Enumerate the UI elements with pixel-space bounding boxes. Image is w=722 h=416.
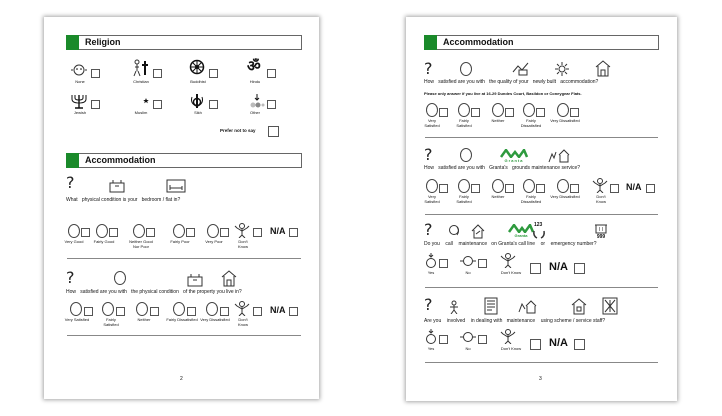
religion-none-checkbox[interactable] — [91, 69, 100, 78]
granta-logo-text: Granta — [504, 158, 524, 163]
na-checkbox[interactable] — [574, 339, 585, 350]
very-dissatisfied-checkbox[interactable] — [570, 184, 579, 193]
heading-marker — [66, 35, 79, 50]
no-label: No — [465, 270, 471, 275]
yes-checkbox[interactable] — [439, 259, 448, 268]
om-icon: ॐ — [247, 57, 261, 75]
dont-know-shrug-icon — [234, 222, 250, 238]
question-mark-icon: ? — [424, 295, 433, 314]
question-mark-icon: ? — [424, 59, 433, 78]
dont-know-shrug-icon — [500, 328, 516, 344]
religion-hindu-checkbox[interactable] — [267, 69, 276, 78]
involved-person-icon — [447, 300, 461, 314]
religion-heading: Religion — [67, 35, 302, 50]
no-icon — [460, 255, 476, 267]
very-dissatisfied-checkbox[interactable] — [220, 307, 229, 316]
maintenance-q3-text: Do you call maintenance on Granta's call line or emergency number? — [424, 241, 597, 247]
fairly-dissatisfied-checkbox[interactable] — [536, 184, 545, 193]
neither-label: Neither — [491, 118, 505, 123]
call-line-icon — [532, 222, 546, 240]
na-label: N/A — [549, 261, 568, 273]
religion-muslim-checkbox[interactable] — [153, 100, 162, 109]
question-mark-icon: ? — [424, 220, 433, 239]
neither-label: Neither — [137, 317, 151, 322]
section-divider — [425, 137, 658, 138]
neither-face-icon — [136, 302, 148, 316]
fairly-dissatisfied-face-icon — [523, 179, 535, 193]
satisfied-face-icon — [114, 271, 126, 285]
religion-christian-label: Christian — [133, 79, 149, 84]
very-satisfied-checkbox[interactable] — [439, 108, 448, 117]
accommodation-heading: Accommodation — [425, 35, 659, 50]
very-satisfied-face-icon — [426, 179, 438, 193]
very-dissatisfied-face-icon — [557, 103, 569, 117]
religion-buddhist-label: Buddhist — [190, 79, 206, 84]
call-line-number: 123 — [534, 222, 543, 228]
emergency-phone-icon — [592, 222, 610, 240]
fairly-dissatisfied-label: Fairly Dissatisfied — [520, 118, 542, 128]
very-dissatisfied-label: Very Dissatisfied — [550, 118, 580, 123]
fairly-dissatisfied-label: Fairly Dissatisfied — [520, 194, 542, 204]
scheme-building-icon — [570, 297, 588, 315]
page-3 — [406, 17, 677, 401]
section-divider — [425, 362, 658, 363]
service-staff-icon — [602, 297, 618, 315]
yes-checkbox[interactable] — [439, 335, 448, 344]
granta-logo-mark — [499, 149, 529, 158]
very-satisfied-label: Very Satisfied — [424, 194, 440, 204]
granta-logo — [499, 149, 529, 163]
prefer-not-to-say-label: Prefer not to say — [220, 128, 256, 133]
very-satisfied-face-icon — [426, 103, 438, 117]
section-divider — [67, 335, 301, 336]
very-dissatisfied-checkbox[interactable] — [570, 108, 579, 117]
satisfied-face-icon — [460, 148, 472, 162]
satisfied-face-icon — [460, 62, 472, 76]
neither-checkbox[interactable] — [150, 307, 159, 316]
religion-other-label: Other — [249, 110, 260, 115]
very-satisfied-checkbox[interactable] — [439, 184, 448, 193]
accommodation-q2-text: How satisfied are you with Granta's grounds maintenance service? — [424, 165, 581, 171]
neither-face-icon — [133, 224, 145, 238]
new-sparkle-icon — [554, 61, 570, 77]
prefer-not-to-say-checkbox[interactable] — [268, 126, 279, 137]
no-icon — [460, 331, 476, 343]
bedroom-icon — [166, 179, 186, 193]
accommodation-heading: Accommodation — [67, 153, 302, 168]
very-poor-face-icon — [207, 224, 219, 238]
question-mark-icon: ? — [66, 268, 75, 287]
fairly-good-label: Fairly Good — [93, 239, 115, 244]
dharma-wheel-icon — [189, 59, 205, 75]
granta-logo — [507, 224, 535, 238]
section-divider — [425, 214, 658, 215]
very-good-face-icon — [68, 224, 80, 238]
section-divider — [425, 287, 658, 288]
very-good-checkbox[interactable] — [81, 228, 90, 237]
religion-hindu-label: Hindu — [249, 79, 261, 84]
dont-know-checkbox[interactable] — [253, 307, 262, 316]
dont-know-shrug-icon — [234, 300, 250, 316]
religion-other-checkbox[interactable] — [267, 100, 276, 109]
fairly-satisfied-face-icon — [458, 179, 470, 193]
accommodation-q2-text: How satisfied are you with the physical condition of the property you live in? — [66, 289, 242, 295]
other-dots-icon — [249, 93, 265, 109]
house-icon — [594, 59, 612, 77]
khanda-icon — [189, 93, 205, 109]
page-number: 3 — [539, 376, 542, 382]
na-label: N/A — [270, 305, 286, 315]
fairly-satisfied-checkbox[interactable] — [471, 108, 480, 117]
quality-icon — [511, 62, 531, 76]
religion-jewish-checkbox[interactable] — [91, 100, 100, 109]
very-satisfied-face-icon — [70, 302, 82, 316]
no-checkbox[interactable] — [478, 335, 487, 344]
granta-logo-mark — [507, 224, 535, 233]
dont-know-checkbox[interactable] — [610, 184, 619, 193]
dont-know-label: Don't Know — [595, 194, 606, 204]
building-condition-icon — [185, 273, 205, 287]
religion-muslim-label: Muslim — [134, 110, 148, 115]
grounds-maintenance-icon — [548, 148, 570, 163]
religion-christian-checkbox[interactable] — [153, 69, 162, 78]
menorah-icon — [70, 94, 88, 109]
religion-buddhist-checkbox[interactable] — [209, 69, 218, 78]
dont-know-checkbox[interactable] — [253, 228, 262, 237]
telephone-icon — [594, 222, 608, 234]
fairly-good-checkbox[interactable] — [109, 228, 118, 237]
fairly-good-face-icon — [96, 224, 108, 238]
no-label: No — [465, 346, 471, 351]
very-satisfied-label: Very Satisfied — [424, 118, 440, 128]
dont-know-checkbox[interactable] — [530, 339, 541, 350]
handset-icon — [532, 229, 546, 239]
fairly-dissatisfied-label: Fairly Dissatisfied — [166, 317, 198, 322]
fairly-dissatisfied-face-icon — [173, 302, 185, 316]
dont-know-shrug-icon — [500, 252, 516, 268]
na-checkbox[interactable] — [289, 228, 298, 237]
maintenance-house-icon — [518, 298, 538, 314]
very-dissatisfied-face-icon — [557, 179, 569, 193]
maintenance-house-icon — [470, 223, 486, 239]
dont-know-shrug-icon — [592, 177, 608, 193]
very-satisfied-label: Very Satisfied — [64, 317, 90, 322]
section-divider — [67, 258, 301, 259]
fairly-dissatisfied-checkbox[interactable] — [536, 108, 545, 117]
na-checkbox[interactable] — [574, 263, 585, 274]
fairly-satisfied-face-icon — [458, 103, 470, 117]
very-poor-checkbox[interactable] — [220, 228, 229, 237]
fairly-satisfied-face-icon — [102, 302, 114, 316]
na-checkbox[interactable] — [646, 184, 655, 193]
very-dissatisfied-face-icon — [206, 302, 218, 316]
emergency-number: 999 — [596, 234, 606, 240]
fairly-poor-face-icon — [173, 224, 185, 238]
fairly-dissatisfied-checkbox[interactable] — [187, 307, 196, 316]
dealing-document-icon — [484, 297, 498, 315]
yes-icon — [425, 253, 437, 269]
no-checkbox[interactable] — [478, 259, 487, 268]
very-poor-label: Very Poor — [205, 239, 223, 244]
yes-label: Yes — [427, 270, 435, 275]
na-label: N/A — [549, 337, 568, 349]
fairly-satisfied-checkbox[interactable] — [471, 184, 480, 193]
fairly-satisfied-label: Fairly Satisfied — [456, 194, 472, 204]
neither-face-icon — [492, 179, 504, 193]
christian-cross-icon — [132, 59, 150, 77]
na-label: N/A — [626, 182, 642, 192]
religion-sikh-label: Sikh — [194, 110, 202, 115]
call-phone-icon — [448, 224, 462, 238]
dont-know-label: Don't Know — [237, 317, 248, 327]
fairly-satisfied-checkbox[interactable] — [116, 307, 125, 316]
fairly-satisfied-label: Fairly Satisfied — [456, 118, 472, 128]
religion-jewish-label: Jewish — [73, 110, 87, 115]
neither-good-nor-poor-checkbox[interactable] — [146, 228, 155, 237]
fairly-poor-checkbox[interactable] — [186, 228, 195, 237]
na-label: N/A — [270, 226, 286, 236]
yes-label: Yes — [427, 346, 435, 351]
neither-checkbox[interactable] — [505, 108, 514, 117]
fairly-dissatisfied-face-icon — [523, 103, 535, 117]
neither-label: Neither — [491, 194, 505, 199]
question-mark-icon: ? — [424, 145, 433, 164]
religion-none-label: None — [75, 79, 85, 84]
very-dissatisfied-label: Very Dissatisfied — [200, 317, 230, 322]
granta-logo-text: Granta — [514, 233, 528, 238]
page-2 — [44, 17, 319, 399]
fairly-poor-label: Fairly Poor — [170, 239, 190, 244]
religion-sikh-checkbox[interactable] — [209, 100, 218, 109]
na-checkbox[interactable] — [289, 307, 298, 316]
eligibility-note: Please only answer if you live at 16-29 Dundes Court, Basildon or Coneygear Flats. — [424, 91, 582, 96]
dont-know-label: Don't Know — [237, 239, 248, 249]
house-icon — [220, 269, 238, 287]
yes-icon — [425, 329, 437, 345]
question-mark-icon: ? — [66, 173, 75, 192]
neither-good-nor-poor-label: Neither Good Nor Poor — [129, 239, 153, 249]
crescent-star-icon — [132, 93, 150, 109]
building-condition-icon — [107, 179, 127, 193]
neither-face-icon — [492, 103, 504, 117]
fairly-satisfied-label: Fairly Satisfied — [103, 317, 119, 327]
very-satisfied-checkbox[interactable] — [84, 307, 93, 316]
heading-marker — [66, 153, 79, 168]
page-number: 2 — [180, 376, 183, 382]
involvement-q4-text: Are you involved in dealing with maintenance using scheme / service staff? — [424, 318, 606, 324]
dont-know-label: Don't Know — [500, 346, 522, 351]
dont-know-checkbox[interactable] — [530, 263, 541, 274]
heading-marker — [424, 35, 437, 50]
accommodation-q1-text: How satisfied are you with the quality of your newly built accommodation? — [424, 79, 599, 85]
very-dissatisfied-label: Very Dissatisfied — [550, 194, 580, 199]
accommodation-q1-text: What physical condition is your bedroom / flat in? — [66, 197, 181, 203]
neither-checkbox[interactable] — [505, 184, 514, 193]
dont-know-label: Don't Know — [500, 270, 522, 275]
none-icon — [70, 63, 88, 77]
very-good-label: Very Good — [64, 239, 84, 244]
